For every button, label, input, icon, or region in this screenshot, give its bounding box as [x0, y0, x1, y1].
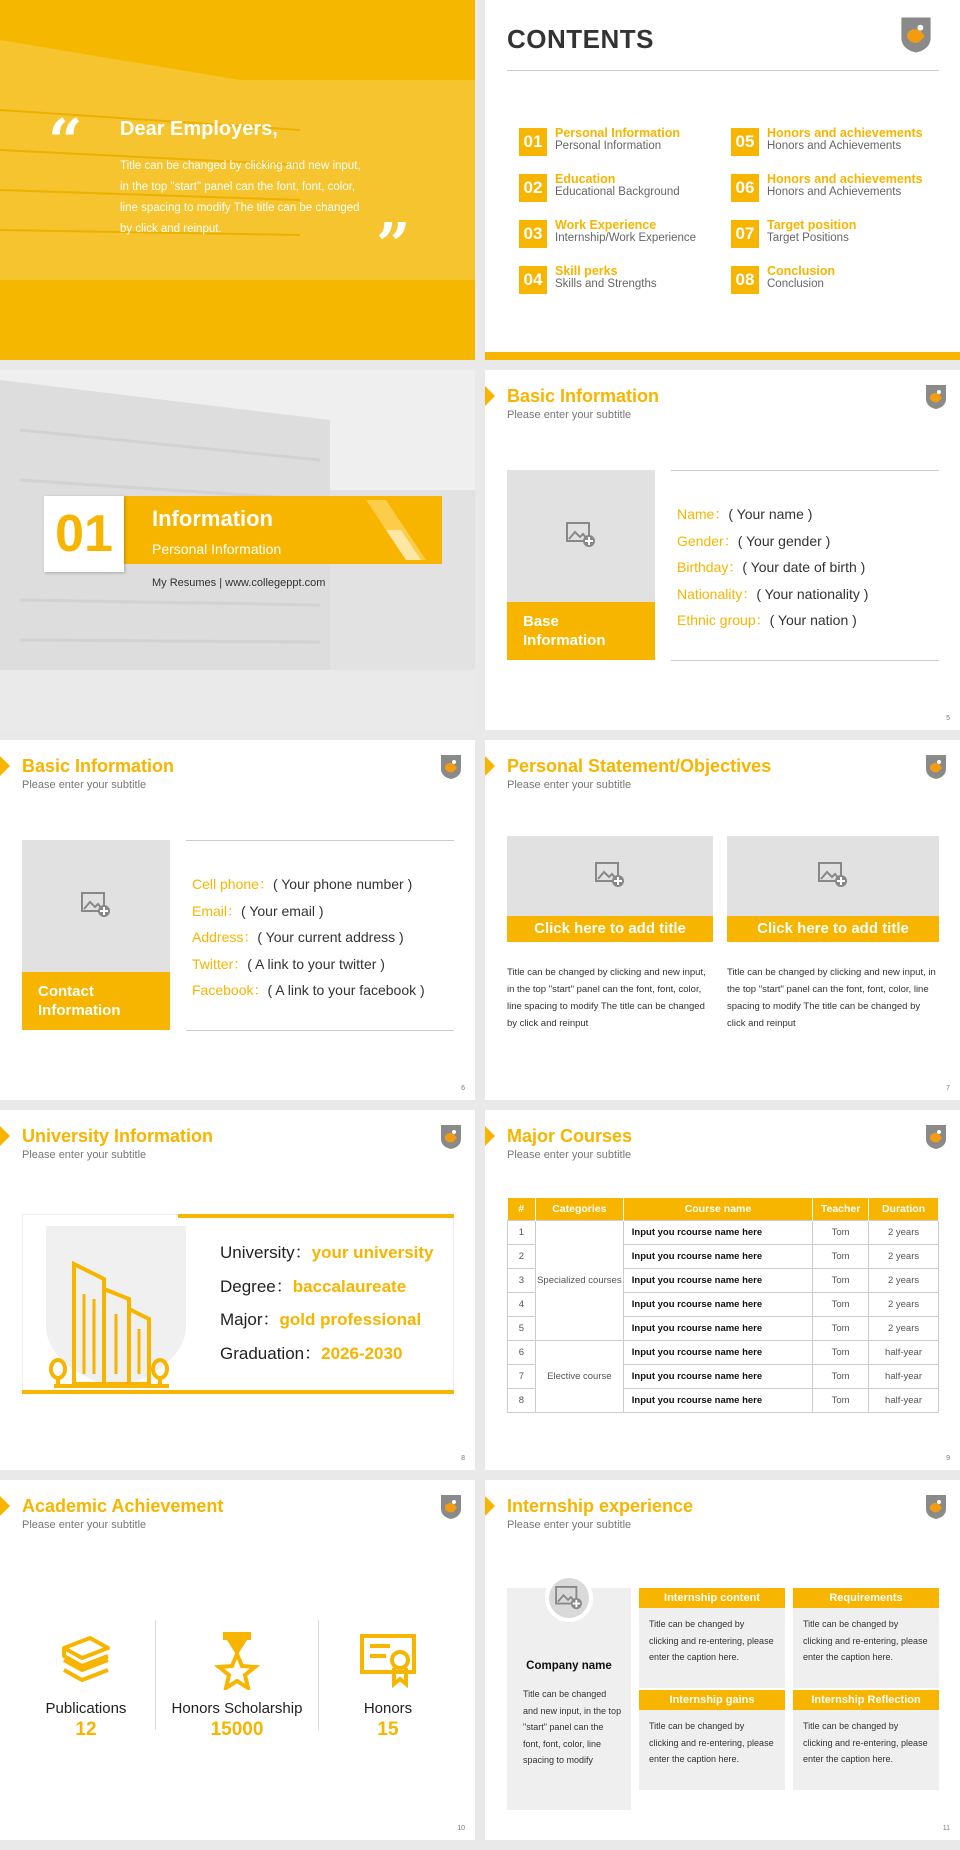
contents-item-title: Honors and achievements [767, 172, 923, 186]
certificate-icon [358, 1630, 418, 1690]
field-label: Cell phone： [192, 876, 273, 892]
row-number: 4 [508, 1292, 536, 1316]
course-name-cell[interactable]: Input you rcourse name here [623, 1244, 812, 1268]
teacher-cell[interactable]: Tom [813, 1244, 869, 1268]
teacher-cell[interactable]: Tom [813, 1340, 869, 1364]
field-label: Ethnic group： [677, 612, 770, 628]
school-crest-icon [440, 1124, 462, 1150]
info-field[interactable] [677, 531, 830, 551]
achievement-label: Honors Scholarship [171, 1700, 303, 1717]
base-information-box[interactable]: Base Information [507, 602, 655, 660]
duration-cell[interactable]: 2 years [869, 1292, 939, 1316]
internship-reflection-header[interactable]: Internship Reflection [793, 1690, 939, 1710]
slide-basic-info[interactable] [485, 370, 960, 730]
row-number: 2 [508, 1244, 536, 1268]
school-crest-icon [899, 16, 933, 54]
field-label: Name： [677, 506, 729, 522]
contents-number: 04 [519, 266, 547, 294]
field-label: Birthday： [677, 559, 743, 575]
cover-heading[interactable]: Dear Employers, [120, 118, 278, 140]
university-row[interactable] [220, 1272, 406, 1297]
contents-number: 02 [519, 174, 547, 202]
category-cell[interactable]: Elective course [535, 1340, 623, 1412]
slide-subtitle[interactable]: Please enter your subtitle [507, 409, 632, 421]
slide-title[interactable]: Academic Achievement [22, 1496, 224, 1516]
duration-cell[interactable]: half-year [869, 1340, 939, 1364]
requirements-text[interactable]: Title can be changed by clicking and re-entering, please enter the caption here. [793, 1608, 939, 1688]
page-number: 11 [942, 1825, 950, 1832]
contents-item-title: Work Experience [555, 218, 657, 232]
slide-subtitle[interactable]: Please enter your subtitle [507, 779, 632, 791]
teacher-cell[interactable]: Tom [813, 1364, 869, 1388]
page-number: 9 [946, 1455, 950, 1462]
achievement-publications[interactable] [16, 1630, 156, 1741]
duration-cell[interactable]: 2 years [869, 1244, 939, 1268]
achievement-value: 15000 [210, 1719, 264, 1740]
slide-personal-statement[interactable] [485, 740, 960, 1100]
close-quote-icon: ” [376, 211, 411, 281]
contents-item-title: Education [555, 172, 616, 186]
slide-title[interactable]: Major Courses [507, 1126, 633, 1146]
course-name-cell[interactable]: Input you rcourse name here [623, 1340, 812, 1364]
contents-number: 01 [519, 128, 547, 156]
university-label: Major： [220, 1310, 280, 1329]
internship-gains-text[interactable]: Title can be changed by clicking and re-entering, please enter the caption here. [639, 1710, 785, 1790]
university-label: Degree： [220, 1276, 293, 1296]
row-number: 6 [508, 1340, 536, 1364]
slide-subtitle[interactable]: Please enter your subtitle [22, 779, 147, 791]
page-number: 5 [946, 715, 950, 722]
contents-item-subtitle: Personal Information [555, 140, 662, 152]
decor-stripes [356, 500, 436, 560]
internship-content-header[interactable]: Internship content [639, 1588, 785, 1608]
page-number: 10 [457, 1825, 465, 1832]
university-top-bar [178, 1214, 454, 1218]
school-crest-icon [440, 1494, 462, 1520]
row-number: 5 [508, 1316, 536, 1340]
field-value: ( A link to your facebook ) [267, 982, 425, 998]
info-field[interactable] [192, 901, 324, 921]
course-name-cell[interactable]: Input you rcourse name here [623, 1316, 812, 1340]
contents-item[interactable] [731, 172, 931, 204]
info-field[interactable] [192, 954, 385, 974]
image-add-icon [555, 1586, 583, 1610]
row-number: 8 [508, 1388, 536, 1412]
slide-major-courses[interactable] [485, 1110, 960, 1470]
internship-reflection-text[interactable]: Title can be changed by clicking and re-entering, please enter the caption here. [793, 1710, 939, 1790]
contents-item-subtitle: Honors and Achievements [767, 186, 902, 198]
info-field[interactable] [192, 874, 412, 894]
contents-item[interactable] [519, 172, 719, 204]
teacher-cell[interactable]: Tom [813, 1388, 869, 1412]
internship-content-text[interactable]: Title can be changed by clicking and re-entering, please enter the caption here. [639, 1608, 785, 1688]
contents-item-title: Conclusion [767, 264, 836, 278]
university-label: University： [220, 1243, 312, 1262]
achievement-honors[interactable] [318, 1630, 458, 1741]
contents-number: 03 [519, 220, 547, 248]
field-value: ( Your nation ) [769, 612, 857, 628]
slide-contents[interactable] [485, 0, 960, 360]
category-cell[interactable]: Specialized courses [535, 1220, 623, 1340]
image-add-icon [566, 522, 596, 548]
field-label: Nationality： [677, 585, 757, 602]
contents-item[interactable] [519, 126, 719, 158]
field-value: ( Your nationality ) [756, 585, 869, 602]
slide-subtitle[interactable]: Please enter your subtitle [507, 1149, 632, 1161]
contents-item-title: Personal Information [555, 126, 681, 140]
contents-item[interactable] [731, 218, 931, 250]
col-header: # [508, 1198, 536, 1220]
contents-footer-bar [485, 352, 960, 360]
photo-placeholder-right[interactable] [727, 836, 939, 916]
slide-title[interactable]: Basic Information [507, 386, 660, 406]
contents-item[interactable] [731, 126, 931, 158]
duration-cell[interactable]: half-year [869, 1388, 939, 1412]
slide-cover-letter[interactable] [0, 0, 475, 360]
teacher-cell[interactable]: Tom [813, 1292, 869, 1316]
col-header: Course name [623, 1198, 812, 1220]
field-value: ( Your name ) [728, 506, 813, 522]
card-text-right[interactable]: Title can be changed by clicking and new input, in the top "start" panel can the font, font, color, line spacing to modify The title can be changed by click and reinput [727, 967, 936, 1029]
university-value: gold professional [279, 1310, 422, 1329]
title-marker [485, 1496, 495, 1516]
field-label: Twitter： [192, 955, 248, 972]
image-add-icon [81, 892, 111, 918]
field-value: ( Your current address ) [257, 929, 404, 945]
company-text[interactable]: Title can be changed and new input, in the top "start" panel can the font, font, color, line spacing to modify [523, 1689, 622, 1765]
school-crest-icon [925, 754, 947, 780]
slide-title[interactable]: Basic Information [22, 756, 175, 776]
contents-item-subtitle: Conclusion [767, 278, 824, 290]
books-icon [56, 1630, 116, 1690]
university-row[interactable] [220, 1305, 421, 1330]
title-marker [0, 1126, 10, 1146]
field-value: ( A link to your twitter ) [247, 955, 385, 972]
info-top-line [186, 840, 454, 841]
university-bottom-bar [22, 1390, 454, 1394]
open-quote-icon: “ [48, 107, 83, 177]
building-icon [44, 1224, 190, 1388]
contents-item[interactable] [731, 264, 931, 296]
teacher-cell[interactable]: Tom [813, 1220, 869, 1244]
row-number: 7 [508, 1364, 536, 1388]
achievement-label: Honors [363, 1700, 413, 1717]
divider [155, 1620, 156, 1730]
course-name-cell[interactable]: Input you rcourse name here [623, 1268, 812, 1292]
school-crest-icon [925, 1494, 947, 1520]
title-marker [0, 756, 10, 776]
row-number: 3 [508, 1268, 536, 1292]
page-number: 8 [461, 1455, 465, 1462]
contents-item-title: Target position [767, 218, 857, 232]
field-value: ( Your email ) [241, 902, 324, 919]
courses-table [507, 1198, 939, 1413]
info-field[interactable] [192, 927, 404, 947]
info-field[interactable] [677, 557, 865, 577]
contents-number: 06 [731, 174, 759, 202]
requirements-header[interactable]: Requirements [793, 1588, 939, 1608]
achievement-scholarship[interactable] [167, 1630, 307, 1741]
field-label: Email： [192, 902, 242, 919]
course-name-cell[interactable]: Input you rcourse name here [623, 1220, 812, 1244]
section-subtitle[interactable]: Personal Information [152, 541, 282, 557]
title-marker [485, 1126, 495, 1146]
slide-university-info[interactable] [0, 1110, 475, 1470]
slide-title[interactable]: Internship experience [507, 1496, 694, 1516]
contents-item-title: Honors and achievements [767, 126, 923, 140]
table-row [508, 1340, 939, 1364]
photo-placeholder-left[interactable] [507, 836, 713, 916]
contents-item-subtitle: Educational Background [555, 186, 680, 198]
duration-cell[interactable]: 2 years [869, 1268, 939, 1292]
row-number: 1 [508, 1220, 536, 1244]
info-field[interactable] [192, 980, 425, 1000]
achievement-label: Publications [45, 1700, 127, 1717]
university-label: Graduation： [220, 1343, 322, 1363]
medal-icon [207, 1630, 267, 1690]
image-add-icon [818, 862, 848, 888]
teacher-cell[interactable]: Tom [813, 1316, 869, 1340]
col-header: Teacher [813, 1198, 869, 1220]
course-name-cell[interactable]: Input you rcourse name here [623, 1292, 812, 1316]
info-bottom-line [671, 660, 939, 661]
school-crest-icon [925, 1124, 947, 1150]
col-header: Categories [535, 1198, 623, 1220]
info-field[interactable] [677, 504, 812, 524]
info-bottom-line [186, 1030, 454, 1031]
table-row [508, 1220, 939, 1244]
slide-section-01[interactable] [0, 370, 475, 730]
achievement-value: 12 [75, 1719, 97, 1740]
title-marker [485, 756, 495, 776]
section-website[interactable]: My Resumes | www.collegeppt.com [152, 577, 326, 589]
contents-item[interactable] [519, 264, 719, 296]
cover-body[interactable]: Title can be changed by clicking and new input, in the top "start" panel can the font, font, color, line spacing to modify The title can be changed by click and reinput. [120, 160, 361, 235]
contents-number: 08 [731, 266, 759, 294]
duration-cell[interactable]: half-year [869, 1364, 939, 1388]
contents-item-subtitle: Skills and Strengths [555, 278, 657, 290]
contents-item[interactable] [519, 218, 719, 250]
card-text-left[interactable]: Title can be changed by clicking and new input, in the top "start" panel can the font, font, color, line spacing to modify The title can be changed by click and reinput [507, 967, 706, 1029]
slide-subtitle[interactable]: Please enter your subtitle [507, 1519, 632, 1531]
card-title-left[interactable]: Click here to add title [507, 916, 713, 942]
company-card[interactable] [507, 1588, 631, 1810]
company-logo-placeholder[interactable] [545, 1574, 593, 1622]
title-marker [0, 1496, 10, 1516]
info-top-line [671, 470, 939, 471]
field-value: ( Your date of birth ) [742, 559, 866, 575]
slide-internship[interactable] [485, 1480, 960, 1840]
info-field[interactable] [677, 584, 868, 604]
contents-number: 07 [731, 220, 759, 248]
internship-gains-header[interactable]: Internship gains [639, 1690, 785, 1710]
slide-title[interactable]: University Information [22, 1126, 214, 1146]
university-value: your university [311, 1243, 434, 1262]
field-value: ( Your phone number ) [272, 876, 413, 892]
contact-information-box[interactable]: Contact Information [22, 972, 170, 1030]
contents-item-title: Skill perks [555, 264, 618, 278]
page-number: 6 [461, 1085, 465, 1092]
university-value: 2026-2030 [321, 1343, 403, 1363]
field-label: Gender： [677, 532, 738, 549]
university-row[interactable] [220, 1339, 402, 1364]
school-crest-icon [925, 384, 947, 410]
university-row[interactable] [220, 1238, 434, 1263]
col-header: Duration [869, 1198, 939, 1220]
field-value: ( Your gender ) [737, 532, 831, 549]
card-title-right[interactable]: Click here to add title [727, 916, 939, 942]
contents-divider [507, 70, 939, 71]
achievement-value: 15 [377, 1719, 399, 1740]
slide-contact-info[interactable] [0, 740, 475, 1100]
contents-item-subtitle: Internship/Work Experience [555, 232, 697, 244]
field-label: Address： [192, 929, 258, 945]
school-crest-icon [440, 754, 462, 780]
company-name[interactable]: Company name [526, 1660, 612, 1672]
info-field[interactable] [677, 610, 857, 630]
title-marker [485, 386, 495, 406]
contents-number: 05 [731, 128, 759, 156]
slide-academic-achievement[interactable] [0, 1480, 475, 1840]
section-number[interactable]: 01 [44, 496, 124, 572]
slide-subtitle[interactable]: Please enter your subtitle [22, 1149, 147, 1161]
image-add-icon [595, 862, 625, 888]
duration-cell[interactable]: 2 years [869, 1220, 939, 1244]
slide-subtitle[interactable]: Please enter your subtitle [22, 1519, 147, 1531]
course-name-cell[interactable]: Input you rcourse name here [623, 1364, 812, 1388]
contents-item-subtitle: Honors and Achievements [767, 140, 902, 152]
courses-body [508, 1220, 939, 1412]
university-value: baccalaureate [292, 1276, 407, 1296]
page-number: 7 [946, 1085, 950, 1092]
contents-title[interactable]: CONTENTS [507, 24, 654, 54]
section-title[interactable]: Information [152, 506, 273, 531]
contents-item-subtitle: Target Positions [767, 232, 849, 244]
teacher-cell[interactable]: Tom [813, 1268, 869, 1292]
slide-title[interactable]: Personal Statement/Objectives [507, 756, 772, 776]
field-label: Facebook： [192, 982, 268, 998]
course-name-cell[interactable]: Input you rcourse name here [623, 1388, 812, 1412]
duration-cell[interactable]: 2 years [869, 1316, 939, 1340]
